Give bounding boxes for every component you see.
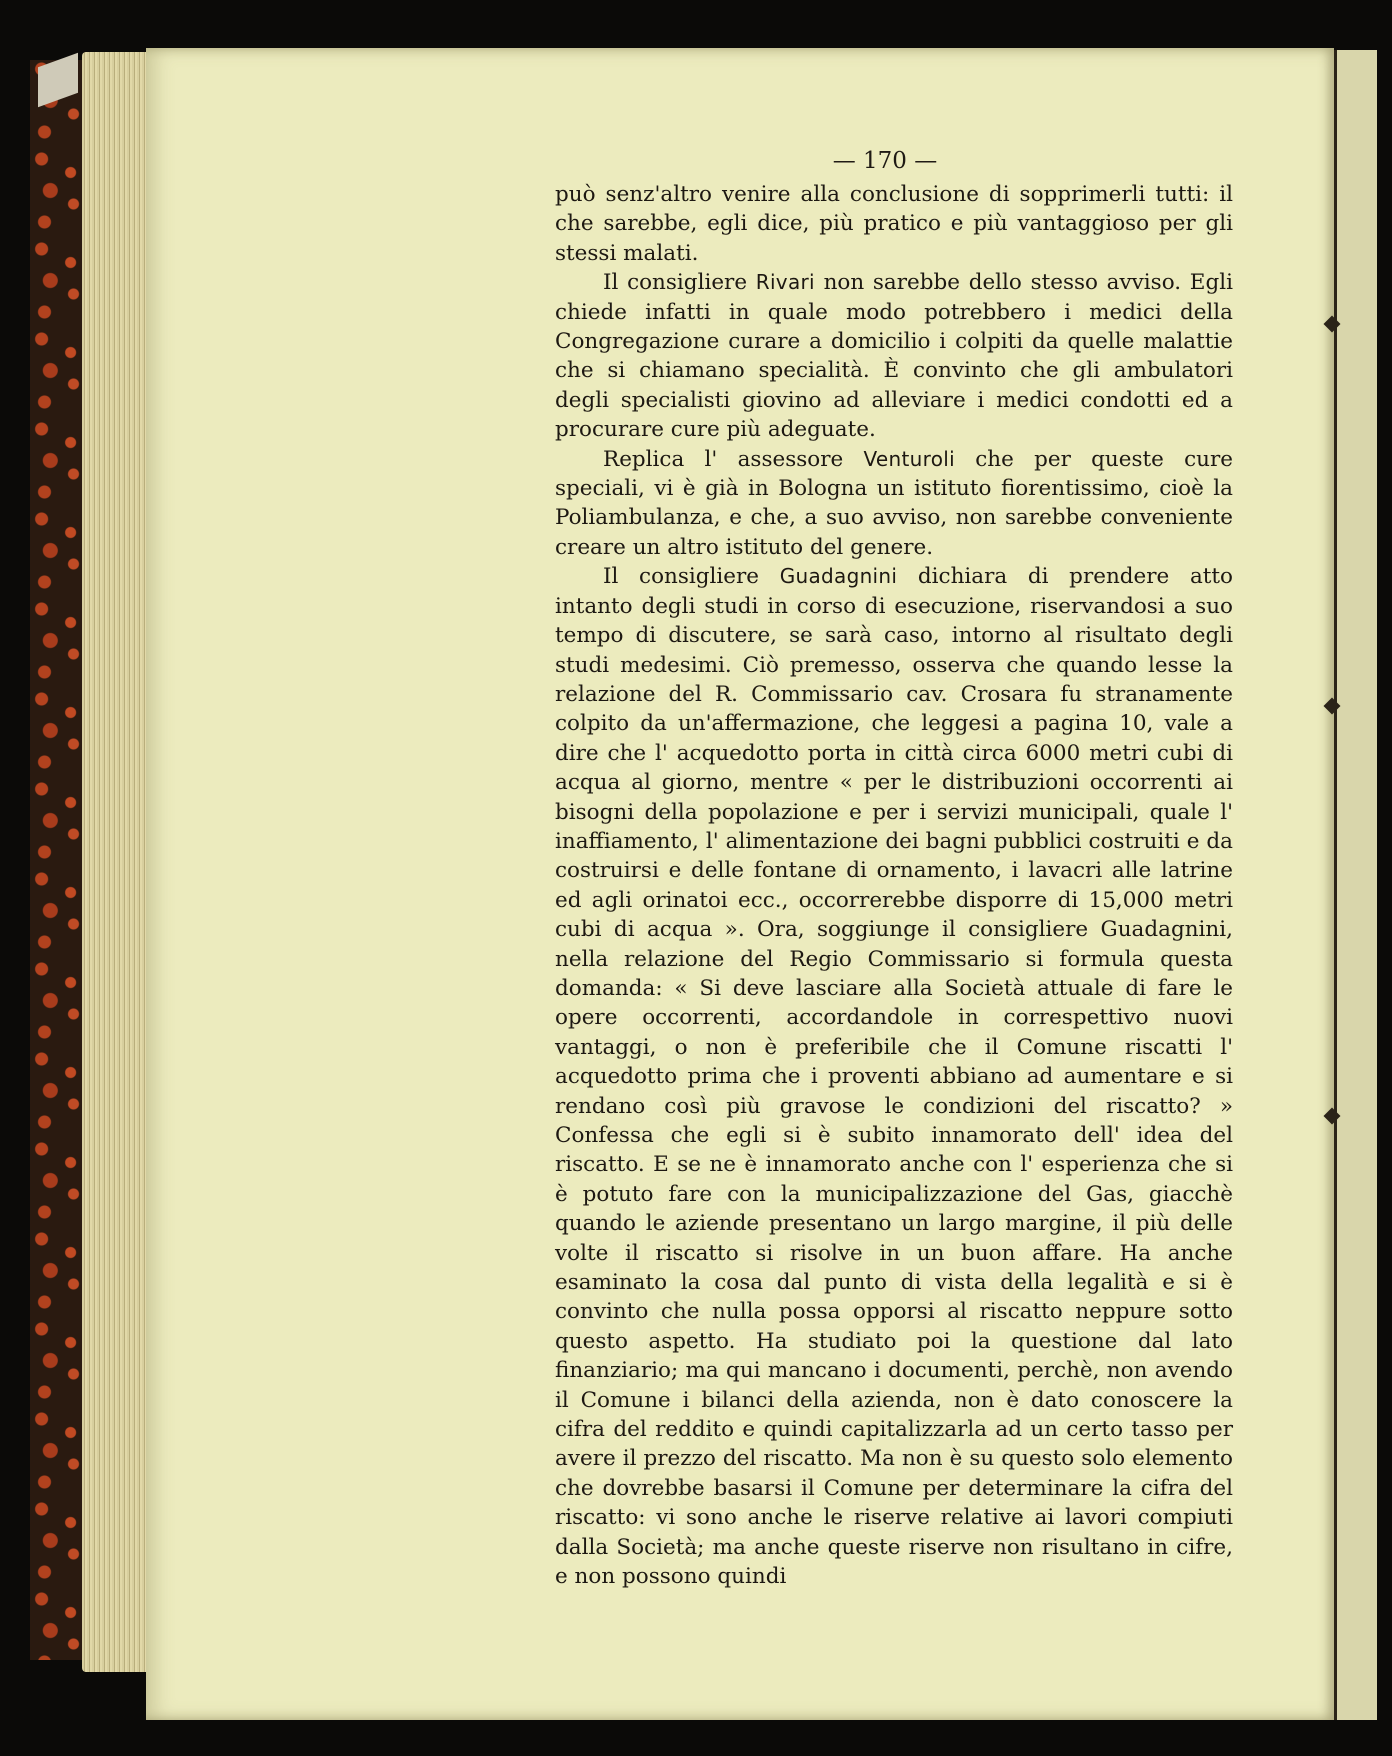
speaker-name: Venturoli (863, 446, 955, 471)
speaker-name: Rivari (755, 270, 815, 295)
speaker-name: Guadagnini (779, 564, 898, 589)
book-page (146, 48, 1334, 1720)
paragraph (555, 562, 1233, 1591)
paragraph (555, 180, 1233, 268)
paragraph-text: non sarebbe dello stesso avviso. Egli chiede infatti in quale modo potrebbero i medici della Congregazione curare a domicilio i colpiti da quelle malattie che si chiamano specialità. È convinto che gli ambulatori degli specialisti giovino ad alleviare i medici condotti ed a procurare cure più adeguate. (555, 270, 1233, 443)
body-text (555, 180, 1233, 1592)
page-number: — 170 — (832, 148, 938, 174)
paragraph (555, 445, 1233, 563)
paragraph (555, 268, 1233, 444)
paragraph-text: che per queste cure speciali, vi è già in Bologna un istituto fiorentissimo, cioè la Poliambulanza, e che, a suo avviso, non sarebbe conveniente creare un altro istituto del genere. (555, 446, 1233, 560)
book-cover-board (30, 60, 88, 1660)
paragraph-text: Il consigliere (603, 564, 780, 590)
page-edges (82, 52, 150, 1672)
paragraph-text: Il consigliere (603, 270, 756, 296)
paragraph-text: Replica l' assessore (603, 446, 864, 472)
paragraph-text: dichiara di prendere atto intanto degli studi in corso di esecuzione, riservandosi a suo tempo di discutere, se sarà caso, intorno al risultato degli studi medesimi. Ciò premesso, osserva che quando lesse la relazione del R. Commissario cav. Crosara fu stranamente colpito da un'affermazione, che leggesi a pagina 10, vale a dire che l' acquedotto porta in città circa 6000 metri cubi di acqua al giorno, mentre « per le distribuzioni occorrenti ai bisogni della popolazione e per i servizi municipali, quale l' inaffiamento, l' alimentazione dei bagni pubblici costruiti e da costruirsi e delle fontane di ornamento, i lavacri alle latrine ed agli orinatoi ecc., occorrerebbe disporre di 15,000 metri cubi di acqua ». Ora, soggiunge il consigliere Guadagnini, nella relazione del Regio Commissario si formula questa domanda: « Si deve lasciare alla Società attuale di fare le opere occorrenti, accordandole in correspettivo nuovi vantaggi, o non è preferibile che il Comune riscatti l' acquedotto prima che i proventi abbiano ad aumentare e si rendano così più gravose le condizioni del riscatto? » Confessa che egli si è subito innamorato dell' idea del riscatto. E se ne è innamorato anche con l' esperienza che si è potuto fare con la municipalizzazione del Gas, giacchè quando le aziende presentano un largo margine, il più delle volte il riscatto si risolve in un buon affare. Ha anche esaminato la cosa dal punto di vista della legalità e si è convinto che nulla possa opporsi al riscatto neppure sotto questo aspetto. Ha studiato poi la questione dal lato finanziario; ma qui mancano i documenti, perchè, non avendo il Comune i bilanci della azienda, non è dato conoscere la cifra del reddito e quindi capitalizzarla ad un certo tasso per avere il prezzo del riscatto. Ma non è su questo solo elemento che dovrebbe basarsi il Comune per determinare la cifra del riscatto: vi sono anche le riserve relative ai lavori compiuti dalla Società; ma anche queste riserve non risultano in cifre, e non possono quindi (555, 564, 1233, 1590)
next-page-edge (1334, 50, 1377, 1720)
paragraph-text: può senz'altro venire alla conclusione di sopprimerli tutti: il che sarebbe, egli dice, più pratico e più vantaggioso per gli stessi malati. (555, 182, 1233, 266)
